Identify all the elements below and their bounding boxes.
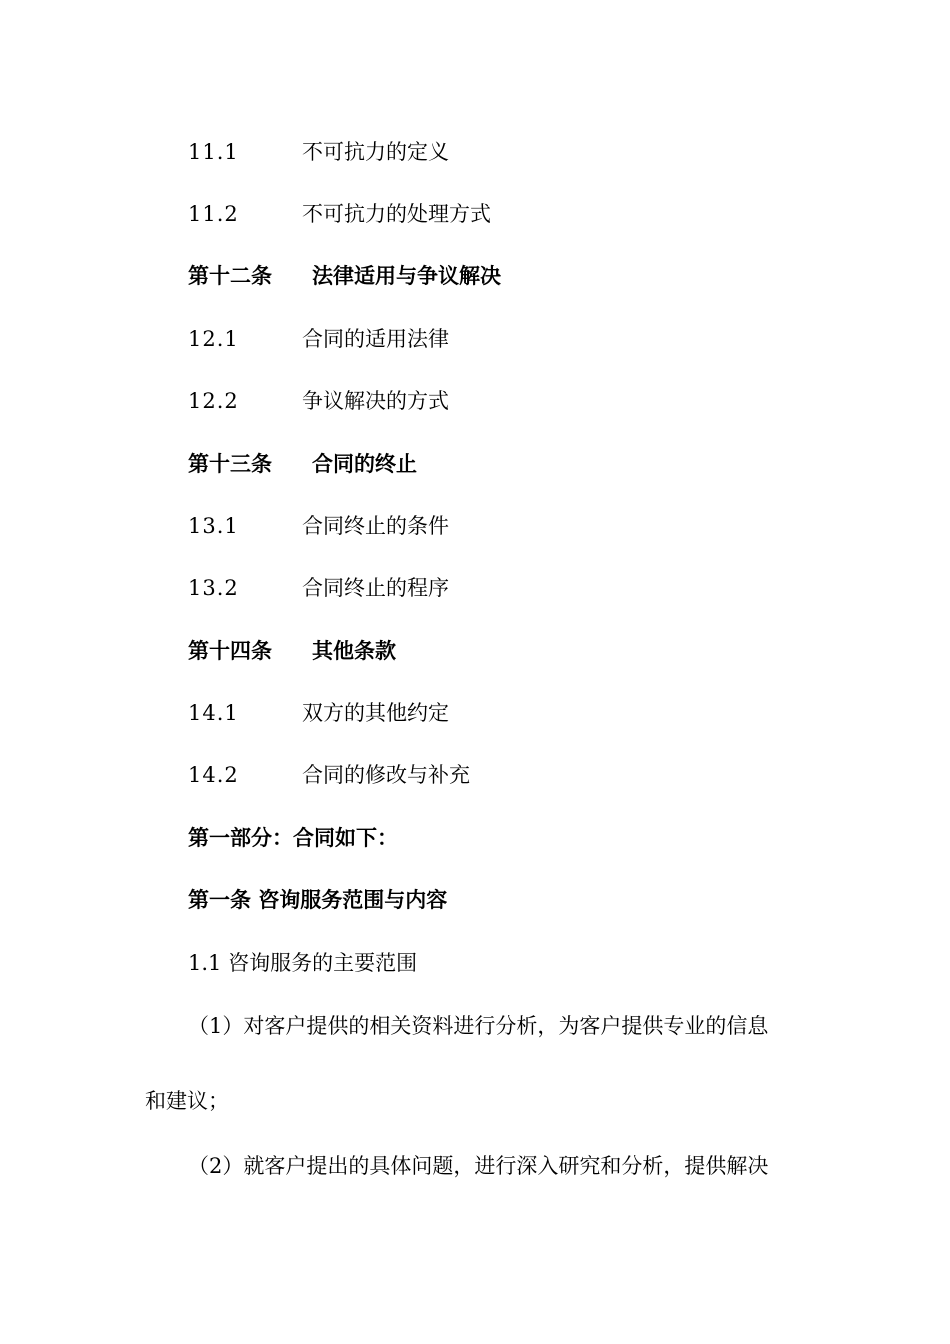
toc-row-13-2: [188, 574, 449, 602]
toc-number: 14.1: [188, 701, 239, 725]
toc-article-14: [188, 637, 396, 665]
toc-article-13: [188, 450, 417, 478]
article-number: 第十二条: [188, 264, 272, 288]
toc-title: 不可抗力的定义: [302, 140, 449, 164]
toc-row-14-2: [188, 761, 470, 789]
subsection-1-1: 1.1 咨询服务的主要范围: [188, 951, 418, 975]
toc-number: 11.1: [188, 140, 239, 164]
toc-title: 不可抗力的处理方式: [302, 202, 491, 226]
toc-row-11-1: [188, 138, 449, 166]
article-number: 第十四条: [188, 639, 272, 663]
article-title: 法律适用与争议解决: [312, 264, 501, 288]
toc-number: 12.1: [188, 327, 239, 351]
article-title: 合同的终止: [312, 452, 417, 476]
article-1-heading: 第一条 咨询服务范围与内容: [188, 888, 448, 912]
toc-number: 13.2: [188, 576, 239, 600]
toc-number: 14.2: [188, 763, 239, 787]
toc-row-12-2: [188, 387, 449, 415]
toc-article-12: [188, 262, 501, 290]
article-title: 其他条款: [312, 639, 396, 663]
item-1-line-2: 和建议；: [145, 1089, 229, 1113]
toc-row-13-1: [188, 512, 449, 540]
toc-row-11-2: [188, 200, 491, 228]
item-2-line-1: （2）就客户提出的具体问题，进行深入研究和分析，提供解决: [188, 1154, 769, 1178]
toc-title: 合同的修改与补充: [302, 763, 470, 787]
toc-row-12-1: [188, 325, 449, 353]
toc-number: 12.2: [188, 389, 239, 413]
toc-title: 争议解决的方式: [302, 389, 449, 413]
toc-row-14-1: [188, 699, 449, 727]
toc-title: 合同终止的条件: [302, 514, 449, 538]
toc-number: 13.1: [188, 514, 239, 538]
toc-title: 双方的其他约定: [302, 701, 449, 725]
item-1-line-1: （1）对客户提供的相关资料进行分析，为客户提供专业的信息: [188, 1014, 769, 1038]
part-heading: 第一部分：合同如下：: [188, 826, 398, 850]
toc-title: 合同终止的程序: [302, 576, 449, 600]
toc-title: 合同的适用法律: [302, 327, 449, 351]
toc-number: 11.2: [188, 202, 239, 226]
article-number: 第十三条: [188, 452, 272, 476]
